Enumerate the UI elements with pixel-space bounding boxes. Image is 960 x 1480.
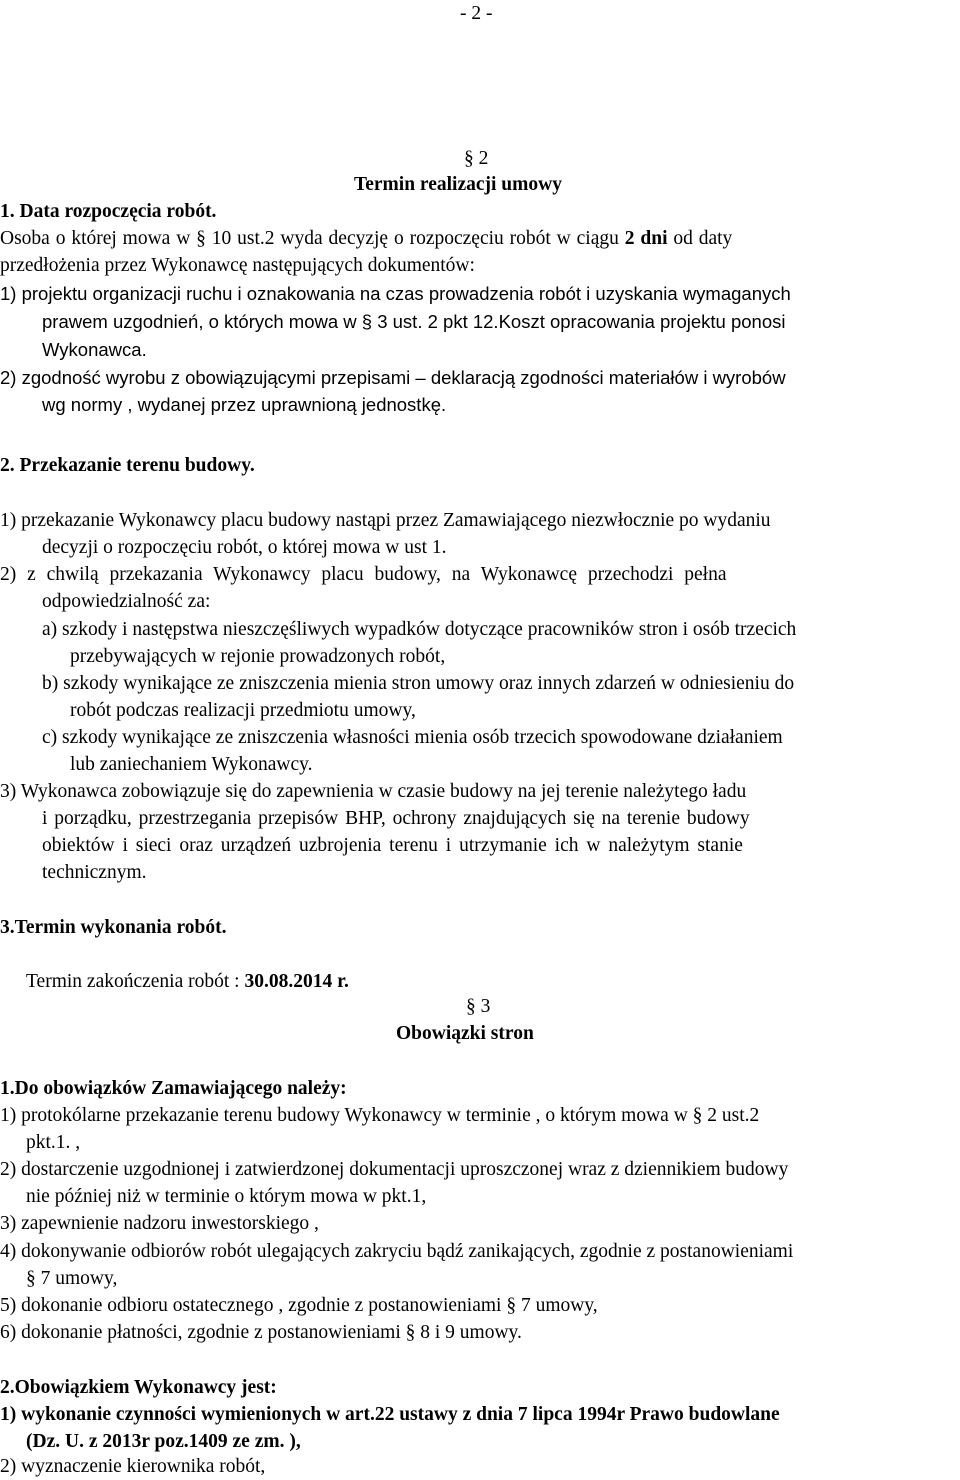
section-2-symbol: § 2	[464, 148, 489, 169]
list-item-cont: pkt.1. ,	[26, 1132, 81, 1153]
subsection-deadline-heading: 3.Termin wykonania robót.	[0, 917, 227, 938]
list-item: 1) protokólarne przekazanie terenu budowy Wykonawcy w terminie , o którym mowa w § 2 ust.2	[0, 1105, 760, 1126]
list-item: 3) zapewnienie nadzoru inwestorskiego ,	[0, 1213, 319, 1234]
completion-deadline	[26, 968, 349, 995]
paragraph-line: przedłożenia przez Wykonawcę następujących dokumentów:	[0, 255, 475, 276]
list-item: 5) dokonanie odbioru ostatecznego , zgodnie z postanowieniami § 7 umowy,	[0, 1295, 598, 1316]
list-item-cont: Wykonawca.	[42, 339, 147, 360]
subsection-start-date-heading: 1. Data rozpoczęcia robót.	[0, 201, 217, 222]
list-item-cont: i porządku, przestrzegania przepisów BHP, ochrony znajdujących się na terenie budowy	[42, 808, 750, 829]
list-item-cont: prawem uzgodnień, o których mowa w § 3 ust. 2 pkt 12.Koszt opracowania projektu ponosi	[42, 311, 786, 332]
list-item-cont: nie później niż w terminie o którym mowa w pkt.1,	[26, 1186, 427, 1207]
section-3-title: Obowiązki stron	[396, 1023, 534, 1044]
contractor-duties-heading: 2.Obowiązkiem Wykonawcy jest:	[0, 1377, 277, 1398]
sub-item-cont: przebywających w rejonie prowadzonych robót,	[70, 646, 446, 667]
list-item: 1) wykonanie czynności wymienionych w art.22 ustawy z dnia 7 lipca 1994r Prawo budowlane	[0, 1404, 780, 1425]
completion-date: 30.08.2014 r.	[244, 971, 349, 992]
section-3-symbol: § 3	[466, 996, 491, 1017]
sub-item: b) szkody wynikające ze zniszczenia mienia stron umowy oraz innych zdarzeń w odniesieniu do	[42, 673, 795, 694]
list-item: 3) Wykonawca zobowiązuje się do zapewnienia w czasie budowy na jej terenie należytego ładu	[0, 781, 747, 802]
employer-duties-heading: 1.Do obowiązków Zamawiającego należy:	[0, 1078, 347, 1099]
sub-item-cont: robót podczas realizacji przedmiotu umowy,	[70, 700, 416, 721]
sub-item: c) szkody wynikające ze zniszczenia własności mienia osób trzecich spowodowane działaniem	[42, 727, 783, 748]
list-item-cont: § 7 umowy,	[26, 1268, 118, 1289]
list-item: 2) zgodność wyrobu z obowiązującymi przepisami – deklaracją zgodności materiałów i wyrobów	[0, 367, 786, 388]
text-span: od daty	[667, 228, 733, 249]
list-item: 2) wyznaczenie kierownika robót,	[0, 1456, 266, 1477]
list-item-cont: odpowiedzialność za:	[42, 591, 211, 612]
section-2-title: Termin realizacji umowy	[354, 174, 562, 195]
list-item-cont: obiektów i sieci oraz urządzeń uzbrojenia terenu i utrzymanie ich w należytym stanie	[42, 835, 743, 856]
list-item-cont: decyzji o rozpoczęciu robót, o której mowa w ust 1.	[42, 537, 447, 558]
paragraph-line	[0, 225, 958, 252]
completion-label: Termin zakończenia robót :	[26, 971, 245, 992]
list-item: 2) dostarczenie uzgodnionej i zatwierdzonej dokumentacji uproszczonej wraz z dziennikiem budowy	[0, 1159, 789, 1180]
list-item: 1) projektu organizacji ruchu i oznakowania na czas prowadzenia robót i uzyskania wymaganych	[0, 283, 791, 304]
text-span: Osoba o której mowa w § 10 ust.2 wyda decyzję o rozpoczęciu robót w ciągu	[0, 228, 625, 249]
sub-item-cont: lub zaniechaniem Wykonawcy.	[70, 754, 313, 775]
list-item-cont: (Dz. U. z 2013r poz.1409 ze zm. ),	[26, 1431, 301, 1452]
page-number: - 2 -	[460, 3, 493, 24]
list-item-cont: technicznym.	[42, 862, 147, 883]
list-item: 4) dokonywanie odbiorów robót ulegających zakryciu bądź zanikających, zgodnie z postanowieniami	[0, 1241, 794, 1262]
sub-item: a) szkody i następstwa nieszczęśliwych wypadków dotyczące pracowników stron i osób trzecich	[42, 619, 797, 640]
list-item-cont: wg normy , wydanej przez uprawnioną jednostkę.	[42, 394, 447, 415]
list-item: 2) z chwilą przekazania Wykonawcy placu budowy, na Wykonawcę przechodzi pełna	[0, 564, 727, 585]
subsection-handover-heading: 2. Przekazanie terenu budowy.	[0, 455, 255, 476]
list-item: 6) dokonanie płatności, zgodnie z postanowieniami § 8 i 9 umowy.	[0, 1322, 522, 1343]
deadline-days: 2 dni	[624, 228, 668, 249]
list-item: 1) przekazanie Wykonawcy placu budowy nastąpi przez Zamawiającego niezwłocznie po wydaniu	[0, 510, 771, 531]
